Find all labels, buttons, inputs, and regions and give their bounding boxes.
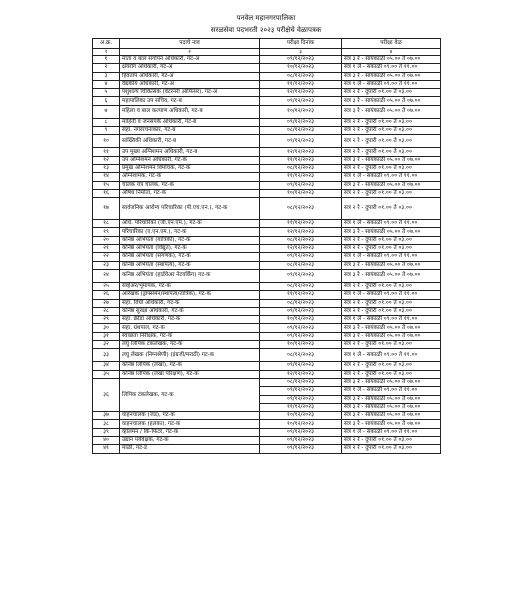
- exam-time: सत्र ३ रे - सायंकाळी ०५.०० ते ०७.००: [342, 97, 441, 105]
- table-row: [93, 332, 441, 340]
- exam-time: सत्र २ रे - दुपारी ०१.०० ते ०३.००: [342, 127, 441, 135]
- table-row: [93, 428, 441, 436]
- exam-time: सत्र ३ रे - सायंकाळी ०५.०० ते ०७.००: [342, 105, 441, 118]
- table-row: [93, 105, 441, 118]
- serial-number: ३९: [93, 428, 120, 436]
- exam-time: सत्र २ रे - दुपारी ०१.०० ते ०३.००: [342, 307, 441, 315]
- table-row: [93, 412, 441, 420]
- post-name: सहा. नगररचनाकार, गट-ब: [120, 127, 260, 135]
- exam-date: ०९/१२/२०२३: [260, 269, 342, 282]
- serial-number: १२: [93, 156, 120, 164]
- document-subtitle: सरळसेवा पदभरती २०२३ परीक्षेचे वेळापत्रक: [210, 26, 322, 34]
- table-row: [93, 148, 441, 156]
- exam-date: १०/१२/२०२३: [260, 64, 342, 72]
- exam-time: सत्र ३ रे - सायंकाळी ०५.०० ते ०७.००: [342, 228, 441, 236]
- table-row: [93, 245, 441, 253]
- serial-number: १८: [93, 220, 120, 228]
- table-row: [93, 253, 441, 261]
- table-row: [93, 181, 441, 189]
- exam-time: सत्र ३ रे - सायंकाळी ०५.०० ते ०७.००: [342, 324, 441, 332]
- post-name: पशुशल्य चिकित्सक (वेटरनरी ऑफिसर), गट-अ: [120, 89, 260, 97]
- table-row: [93, 362, 441, 370]
- serial-number: २०: [93, 236, 120, 244]
- serial-number: ३६: [93, 378, 120, 411]
- table-row: [93, 64, 441, 72]
- post-name: स्वच्छता निरीक्षक, गट-क: [120, 332, 260, 340]
- exam-date: ०८/१२/२०२३: [260, 378, 342, 386]
- exam-date: १०/१२/२०२३: [260, 316, 342, 324]
- serial-number: २२: [93, 253, 120, 261]
- serial-number: ३०: [93, 324, 120, 332]
- serial-number: ३: [93, 72, 120, 80]
- table-row: [93, 307, 441, 315]
- exam-time: सत्र २ रे - दुपारी ०१.०० ते ०३.००: [342, 164, 441, 172]
- serial-number: ३१: [93, 332, 120, 340]
- post-name: वैद्यकीय अधिकारी, गट-अ: [120, 80, 260, 88]
- column-number: ४: [342, 49, 441, 56]
- post-name: चालक यंत्र चालक, गट-क: [120, 181, 260, 189]
- serial-number: ४१: [93, 445, 120, 453]
- serial-number: ३३: [93, 349, 120, 362]
- exam-time: सत्र ३ रे - सायंकाळी ०५.०० ते ०७.००: [342, 269, 441, 282]
- table-row: [93, 118, 441, 126]
- exam-date: ०९/१२/२०२३: [260, 436, 342, 444]
- serial-number: १७: [93, 198, 120, 220]
- table-row: [93, 228, 441, 236]
- serial-number: १३: [93, 164, 120, 172]
- serial-number: ३७: [93, 412, 120, 420]
- exam-time: सत्र २ रे - दुपारी ०१.०० ते ०३.००: [342, 189, 441, 197]
- serial-number: १५: [93, 181, 120, 189]
- exam-date: ११/१२/२०२३: [260, 156, 342, 164]
- exam-time: सत्र २ रे - दुपारी ०१.०० ते ०३.००: [342, 148, 441, 156]
- serial-number: ३८: [93, 420, 120, 428]
- exam-time: सत्र ३ रे - सायंकाळी ०५.०० ते ०७.००: [342, 412, 441, 420]
- table-row: [93, 80, 441, 88]
- table-row: [93, 156, 441, 164]
- serial-number: २३: [93, 261, 120, 269]
- exam-time: सत्र ३ रे - सायंकाळी ०५.०० ते ०७.००: [342, 156, 441, 164]
- table-row: [93, 89, 441, 97]
- exam-time: सत्र १ ले - सकाळी ०९.०० ते ११.००: [342, 428, 441, 436]
- post-name: माहिती व जनसंपर्क अधिकारी, गट-ब: [120, 118, 260, 126]
- exam-date: ०८/१२/२०२३: [260, 261, 342, 269]
- exam-date: ०९/१२/२०२३: [260, 445, 342, 453]
- exam-date: १२/१२/२०२३: [260, 370, 342, 378]
- table-header-row: [93, 39, 441, 49]
- exam-time: सत्र ३ रे - सायंकाळी ०५.०० ते ०७.००: [342, 395, 441, 403]
- post-name: अग्निशामक, गट-क: [120, 173, 260, 181]
- table-row: [93, 56, 441, 64]
- exam-date: १२/१२/२०२३: [260, 89, 342, 97]
- exam-date: ०९/१२/२०२३: [260, 118, 342, 126]
- post-name: लघु लेखक (निम्नश्रेणी) (इंग्रजी/मराठी) गट-क: [120, 349, 260, 362]
- post-name: लघु लिपिक टंकलेखक, गट-क: [120, 341, 260, 349]
- table-row: [93, 236, 441, 244]
- exam-time: सत्र २ रे - दुपारी ०१.०० ते ०३.००: [342, 135, 441, 148]
- exam-date: ०९/१२/२०२३: [260, 362, 342, 370]
- post-name: लिपिक टंकलेखक, गट-क: [120, 378, 260, 411]
- serial-number: १४: [93, 173, 120, 181]
- post-name: आरेखक (ड्राफ्समन/स्थापत्य/तांत्रिक), गट-क: [120, 291, 260, 299]
- exam-date: ०८/१२/२०२३: [260, 349, 342, 362]
- table-row: [93, 127, 441, 135]
- table-row: [93, 189, 441, 197]
- post-name: व्हॉलमन / कि-फिटर, गट-क: [120, 428, 260, 436]
- post-name: सांख्यिकी अधिकारी, गट-ब: [120, 135, 260, 148]
- serial-number: २८: [93, 307, 120, 315]
- exam-time: सत्र २ रे - दुपारी ०१.०० ते ०३.००: [342, 445, 441, 453]
- post-name: सर्व्हेअर/भूमापक, गट-क: [120, 282, 260, 290]
- exam-time: सत्र २ रे - दुपारी ०१.०० ते ०३.००: [342, 341, 441, 349]
- post-name: वाहनचालक (हलका), गट-क: [120, 420, 260, 428]
- exam-time: सत्र २ रे - दुपारी ०१.०० ते ०३.००: [342, 299, 441, 307]
- post-name: सहा. ग्रंथपाल, गट-क: [120, 324, 260, 332]
- exam-date: ०९/१२/२०२३: [260, 181, 342, 189]
- column-number: १: [93, 49, 120, 56]
- serial-number: २९: [93, 316, 120, 324]
- exam-date: ०८/१२/२०२३: [260, 127, 342, 135]
- exam-date: ०९/१२/२०२३: [260, 332, 342, 340]
- exam-time: सत्र २ रे - दुपारी ०१.०० ते ०३.००: [342, 89, 441, 97]
- exam-time: सत्र १ ले - सकाळी ०९.०० ते ११.००: [342, 220, 441, 228]
- serial-number: २१: [93, 245, 120, 253]
- serial-number: २५: [93, 282, 120, 290]
- exam-date: १२/१२/२०२३: [260, 228, 342, 236]
- serial-number: ३५: [93, 370, 120, 378]
- exam-date: १०/१२/२०२३: [260, 105, 342, 118]
- table-row: [93, 370, 441, 378]
- exam-date: ०८/१२/२०२३: [260, 299, 342, 307]
- exam-date: ०८/१२/२०२३: [260, 282, 342, 290]
- serial-number: ७: [93, 105, 120, 118]
- document-title: पनवेल महानगरपालिका: [236, 14, 296, 22]
- column-header-serial: अ.क्र.: [93, 39, 120, 49]
- post-name: उद्यान पर्यवेक्षक, गट-क: [120, 436, 260, 444]
- exam-time: सत्र २ रे - दुपारी ०१.०० ते ०३.००: [342, 118, 441, 126]
- post-name: कनिष्ठ अभियंता (यांत्रिकी), गट-क: [120, 236, 260, 244]
- column-header-date: परीक्षा दिनांक: [260, 39, 342, 49]
- post-name: कनिष्ठ अभियंता (हार्डवेअर नेटवर्किंग) गट-क: [120, 269, 260, 282]
- post-name: सार्वजनिक आरोग्य परिचारिका (पी.एच.एन.), गट-क: [120, 198, 260, 220]
- exam-time: सत्र १ ले - सकाळी ०९.०० ते ११.००: [342, 387, 441, 395]
- post-name: हिवताप अधिकारी, गट-अ: [120, 72, 260, 80]
- exam-date: ११/१२/२०२३: [260, 80, 342, 88]
- exam-date: १०/१२/२०२३: [260, 341, 342, 349]
- exam-time: सत्र २ रे - दुपारी ०१.०० ते ०३.००: [342, 245, 441, 253]
- table-row: [93, 135, 441, 148]
- table-row: [93, 420, 441, 428]
- serial-number: ३४: [93, 362, 120, 370]
- post-name: वाहनचालक (जड), गट-क: [120, 412, 260, 420]
- serial-number: ९: [93, 127, 120, 135]
- exam-time: सत्र १ ले - सकाळी ०९.०० ते ११.००: [342, 173, 441, 181]
- exam-date: ०९/१२/२०२३: [260, 387, 342, 395]
- serial-number: १९: [93, 228, 120, 236]
- post-name: प्रमुख अग्निशमन विमोचक, गट-क: [120, 164, 260, 172]
- exam-date: ०८/१२/२०२३: [260, 164, 342, 172]
- column-number: ३: [260, 49, 342, 56]
- serial-number: ४: [93, 80, 120, 88]
- exam-date: ०८/१२/२०२३: [260, 236, 342, 244]
- exam-date: १०/१२/२०२३: [260, 420, 342, 428]
- exam-date: १२/१२/२०२३: [260, 148, 342, 156]
- exam-time: सत्र २ रे - दुपारी ०१.०० ते ०३.००: [342, 198, 441, 220]
- serial-number: १: [93, 56, 120, 64]
- exam-date: १२/१२/२०२३: [260, 245, 342, 253]
- exam-date: ०९/१२/२०२३: [260, 97, 342, 105]
- exam-date: ०९/१२/२०२३: [260, 324, 342, 332]
- serial-number: ८: [93, 118, 120, 126]
- exam-date: १०/१२/२०२३: [260, 189, 342, 197]
- table-row: [93, 282, 441, 290]
- exam-date: ०९/१२/२०२३: [260, 428, 342, 436]
- exam-date: ११/१२/२०२३: [260, 403, 342, 411]
- table-row: [93, 198, 441, 220]
- post-name: महापालिका उप सचिव, गट-ब: [120, 97, 260, 105]
- table-row: [93, 299, 441, 307]
- exam-time: सत्र ३ रे - सायंकाळी ०५.०० ते ०७.००: [342, 56, 441, 64]
- post-name: क्षयरोग अधिकारी, गट-अ: [120, 64, 260, 72]
- table-row: [93, 220, 441, 228]
- table-row: [93, 173, 441, 181]
- table-row: [93, 261, 441, 269]
- serial-number: २७: [93, 299, 120, 307]
- exam-time: सत्र २ रे - दुपारी ०१.०० ते ०३.००: [342, 236, 441, 244]
- table-row: [93, 445, 441, 453]
- table-row: [93, 341, 441, 349]
- post-name: कनिष्ठ लिपिक (लेखा), गट-क: [120, 362, 260, 370]
- post-name: कनिष्ठ अभियंता (स्थापत्य), गट-क: [120, 261, 260, 269]
- serial-number: २: [93, 64, 120, 72]
- table-row: [93, 316, 441, 324]
- table-row: [93, 72, 441, 80]
- serial-number: ५: [93, 89, 120, 97]
- post-name: कनिष्ठ अभियंता (संगणक), गट-क: [120, 253, 260, 261]
- exam-time: सत्र २ रे - दुपारी ०१.०० ते ०३.००: [342, 370, 441, 378]
- exam-date: ०८/१२/२०२३: [260, 198, 342, 220]
- column-header-post: पदाचे नाव: [120, 39, 260, 49]
- table-row: [93, 378, 441, 386]
- exam-time: सत्र १ ले - सकाळी ०९.०० ते ११.००: [342, 64, 441, 72]
- exam-time: सत्र ३ रे - सायंकाळी ०५.०० ते ०७.००: [342, 332, 441, 340]
- post-name: महिला व बाल कल्याण अधिकारी, गट-ब: [120, 105, 260, 118]
- exam-date: ०९/१२/२०२३: [260, 135, 342, 148]
- exam-time: सत्र १ ले - सकाळी ०९.०० ते ११.००: [342, 253, 441, 261]
- serial-number: ११: [93, 148, 120, 156]
- exam-date: ११/१२/२०२३: [260, 291, 342, 299]
- exam-time: सत्र २ रे - दुपारी ०१.०० ते ०३.००: [342, 282, 441, 290]
- serial-number: ३२: [93, 341, 120, 349]
- exam-time: सत्र ३ रे - सायंकाळी ०५.०० ते ०७.००: [342, 420, 441, 428]
- post-name: सहा. क्रीडा अधिकारी, गट-क: [120, 316, 260, 324]
- exam-time: सत्र ३ रे - सायंकाळी ०५.०० ते ०७.००: [342, 403, 441, 411]
- table-row: [93, 97, 441, 105]
- exam-time: सत्र ३ रे - सायंकाळी ०५.०० ते ०७.००: [342, 261, 441, 269]
- post-name: सहा. विधी अधिकारी, गट-क: [120, 299, 260, 307]
- serial-number: ४०: [93, 436, 120, 444]
- exam-date: ०९/१२/२०२३: [260, 395, 342, 403]
- exam-schedule-table: [92, 38, 441, 454]
- exam-date: ११/१२/२०२३: [260, 173, 342, 181]
- exam-time: सत्र १ ले - सकाळी ०९.०० ते ११.००: [342, 291, 441, 299]
- exam-date: १०/१२/२०२३: [260, 412, 342, 420]
- exam-time: सत्र २ रे - दुपारी ०१.०० ते ०३.००: [342, 362, 441, 370]
- exam-time: सत्र १ ले - सकाळी ०९.०० ते ११.००: [342, 349, 441, 362]
- column-number-row: [93, 49, 441, 56]
- serial-number: १०: [93, 135, 120, 148]
- post-name: उप मुख्य अग्निशमन अधिकारी, गट-ब: [120, 148, 260, 156]
- exam-time: सत्र २ रे - दुपारी ०१.०० ते ०३.००: [342, 436, 441, 444]
- post-name: कनिष्ठ सुरक्षा अधिकारी, गट-क: [120, 307, 260, 315]
- serial-number: २६: [93, 291, 120, 299]
- post-name: कनिष्ठ अभियंता (विद्युत), गट-क: [120, 245, 260, 253]
- exam-time: सत्र १ ले - सकाळी ०९.०० ते ११.००: [342, 316, 441, 324]
- table-row: [93, 436, 441, 444]
- table-row: [93, 269, 441, 282]
- post-name: औषध निर्माता, गट-क: [120, 189, 260, 197]
- exam-time: सत्र ३ रे - सायंकाळी ०५.०० ते ०७.००: [342, 181, 441, 189]
- table-row: [93, 291, 441, 299]
- post-name: माळी, गट-ड: [120, 445, 260, 453]
- post-name: माता व बाल संगोपन अधिकारी, गट-अ: [120, 56, 260, 64]
- post-name: अधि. परिचारिका (जी.एन.एम.), गट-क: [120, 220, 260, 228]
- serial-number: २४: [93, 269, 120, 282]
- post-name: परिचारिका (ए.एन.एम.), गट-क: [120, 228, 260, 236]
- table-row: [93, 324, 441, 332]
- exam-time: सत्र ३ रे - सायंकाळी ०५.०० ते ०७.००: [342, 72, 441, 80]
- exam-time: सत्र ३ रे - सायंकाळी ०५.०० ते ०७.००: [342, 378, 441, 386]
- table-row: [93, 164, 441, 172]
- serial-number: १६: [93, 189, 120, 197]
- exam-date: ०९/१२/२०२३: [260, 253, 342, 261]
- exam-date: ११/१२/२०२३: [260, 220, 342, 228]
- post-name: उप अग्निशमन अधिकारी, गट-क: [120, 156, 260, 164]
- table-row: [93, 349, 441, 362]
- exam-date: ०९/१२/२०२३: [260, 56, 342, 64]
- post-name: कनिष्ठ लिपिक (लेखा परिक्षण), गट-क: [120, 370, 260, 378]
- column-number: २: [120, 49, 260, 56]
- exam-date: ०८/१२/२०२३: [260, 72, 342, 80]
- exam-date: ०९/१२/२०२३: [260, 307, 342, 315]
- exam-time: सत्र १ ले - सकाळी ०९.०० ते ११.००: [342, 80, 441, 88]
- serial-number: ६: [93, 97, 120, 105]
- column-header-time: परीक्षा वेळ: [342, 39, 441, 49]
